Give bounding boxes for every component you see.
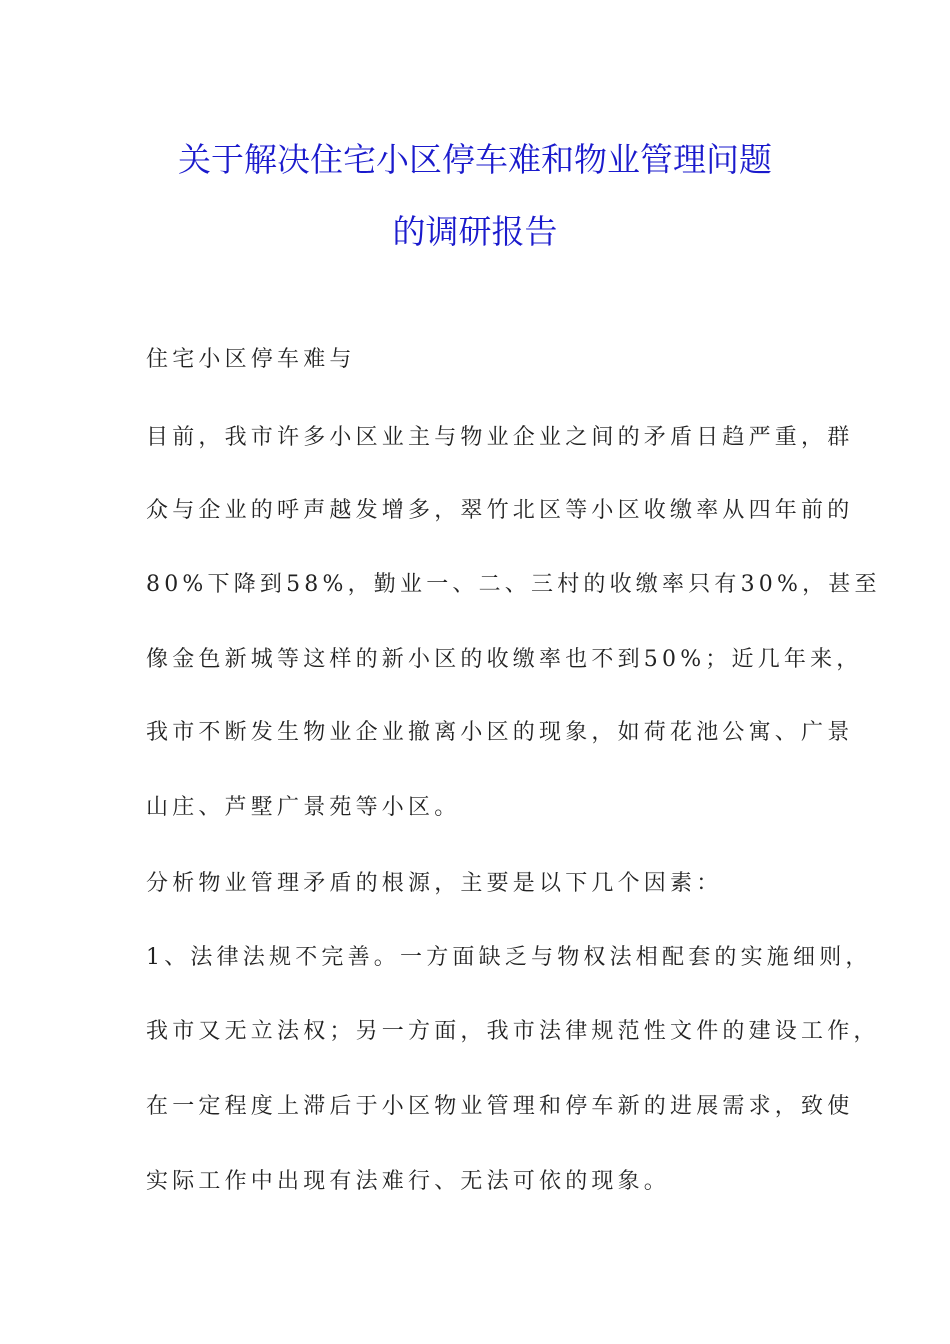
body-line: 80%下降到58%，勤业一、二、三村的收缴率只有30%，甚至 xyxy=(146,572,881,597)
document-title-line-1: 关于解决住宅小区停车难和物业管理问题 xyxy=(178,140,772,179)
body-line: 住宅小区停车难与 xyxy=(146,347,356,372)
body-line: 像金色新城等这样的新小区的收缴率也不到50%；近几年来， xyxy=(146,647,863,672)
body-line: 目前，我市许多小区业主与物业企业之间的矛盾日趋严重，群 xyxy=(146,425,854,450)
document-title-line-2: 的调研报告 xyxy=(392,212,558,251)
body-line: 山庄、芦墅广景苑等小区。 xyxy=(146,795,461,820)
body-line: 众与企业的呼声越发增多，翠竹北区等小区收缴率从四年前的 xyxy=(146,498,854,523)
body-line: 我市不断发生物业企业撤离小区的现象，如荷花池公寓、广景 xyxy=(146,720,854,745)
body-line: 我市又无立法权；另一方面，我市法律规范性文件的建设工作， xyxy=(146,1019,880,1044)
body-line: 1、法律法规不完善。一方面缺乏与物权法相配套的实施细则， xyxy=(146,945,872,970)
body-line: 实际工作中出现有法难行、无法可依的现象。 xyxy=(146,1169,671,1194)
body-line: 在一定程度上滞后于小区物业管理和停车新的进展需求，致使 xyxy=(146,1094,854,1119)
body-line: 分析物业管理矛盾的根源，主要是以下几个因素： xyxy=(146,871,723,896)
